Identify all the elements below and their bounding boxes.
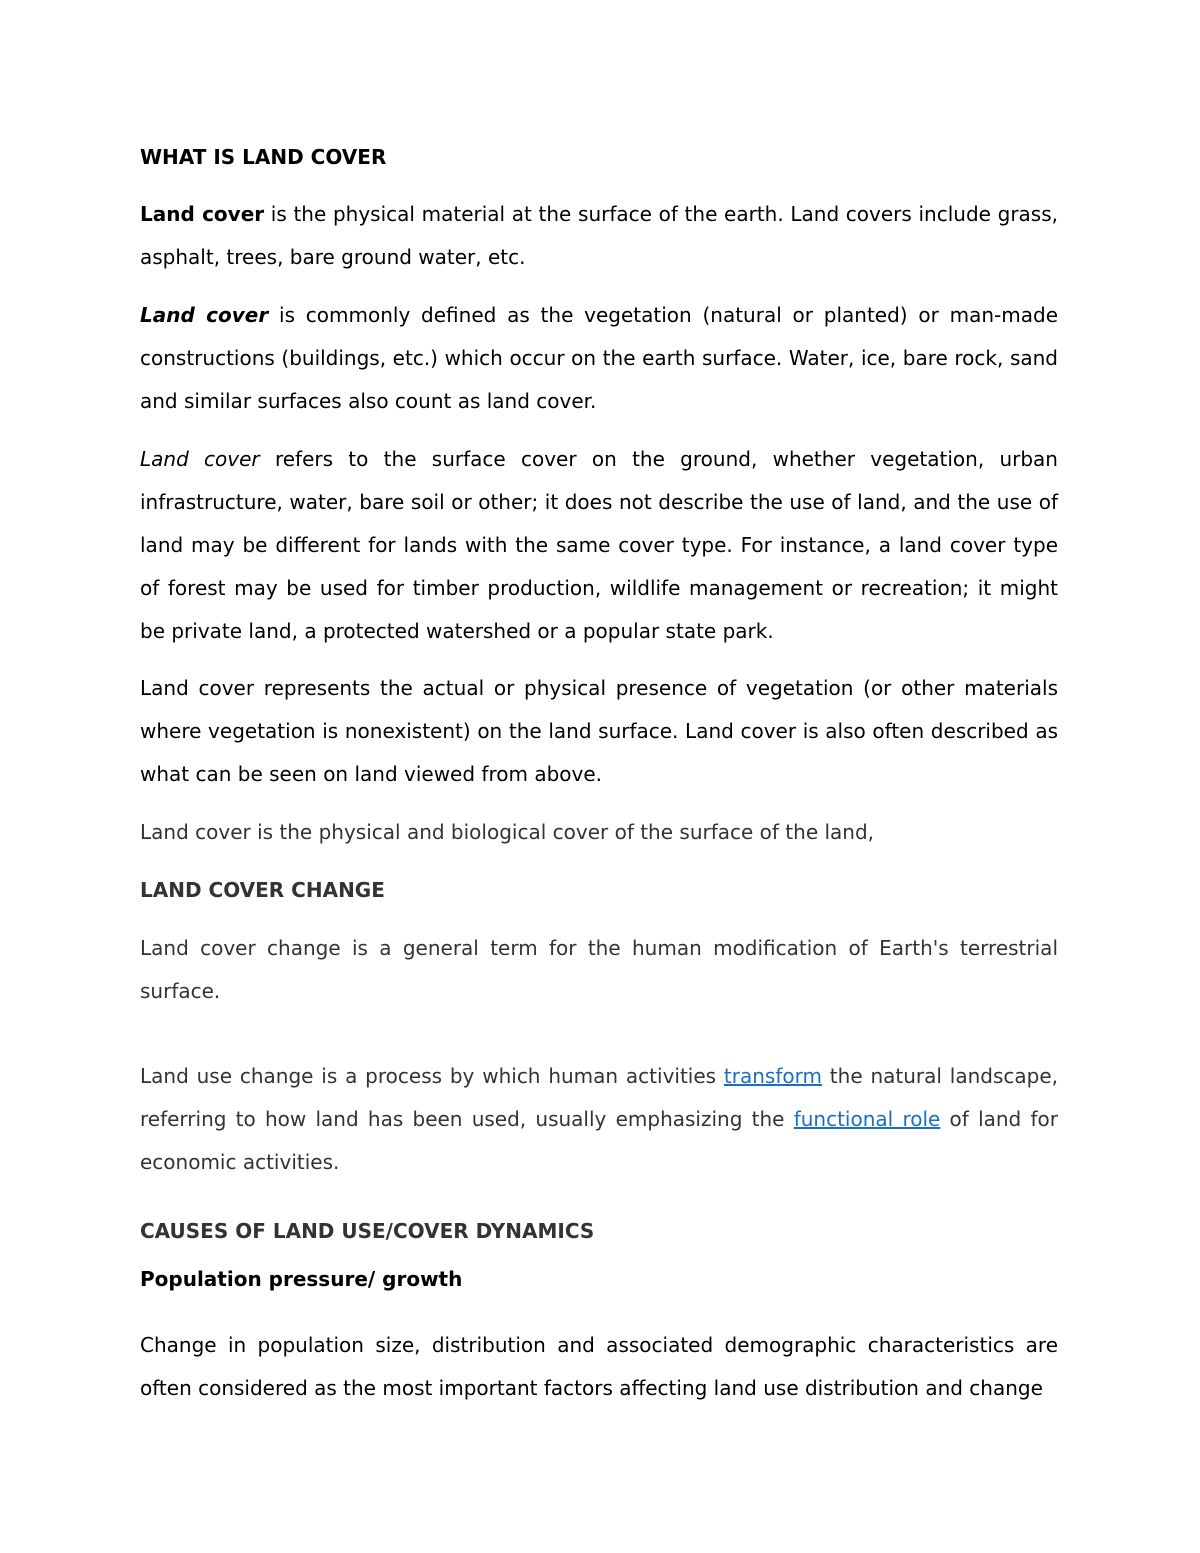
paragraph-7-text-1: Land use change is a process by which human activities xyxy=(140,1064,724,1088)
paragraph-1-text: is the physical material at the surface of the earth. Land covers include grass, asphalt, trees, bare ground water, etc. xyxy=(140,202,1058,269)
section-heading-land-cover-change: LAND COVER CHANGE xyxy=(140,878,385,902)
paragraph-3-text: refers to the surface cover on the ground, whether vegetation, urban infrastructure, water, bare soil or other; it does not describe the use of land, and the use of land may be different for lands with the same cover type. For instance, a land cover type of forest may be used for timber production, wildlife management or recreation; it might be private land, a protected watershed or a popular state park. xyxy=(140,447,1058,643)
paragraph-4: Land cover represents the actual or physical presence of vegetation (or other materials where vegetation is nonexistent) on the land surface. Land cover is also often described as what can be seen on land viewed from above. xyxy=(140,676,1058,786)
section-heading-causes: CAUSES OF LAND USE/COVER DYNAMICS xyxy=(140,1219,595,1243)
paragraph-1 xyxy=(140,193,1058,279)
link-transform[interactable]: transform xyxy=(723,1064,822,1088)
subheading-population: Population pressure/ growth xyxy=(140,1267,463,1291)
paragraph-7-text-3: of land for economic activities. xyxy=(140,1107,1058,1174)
paragraph-8: Change in population size, distribution and associated demographic characteristics are often considered as the most important factors affecting land use distribution and change xyxy=(140,1333,1058,1400)
paragraph-2 xyxy=(140,294,1058,423)
paragraph-7-text-2: the natural landscape, referring to how land has been used, usually emphasizing the xyxy=(140,1064,1058,1131)
term-land-cover: Land cover xyxy=(140,202,265,226)
paragraph-3 xyxy=(140,438,1058,653)
term-land-cover: Land cover xyxy=(140,303,269,327)
link-functional-role[interactable]: functional role xyxy=(793,1107,941,1131)
paragraph-2-text: is commonly defined as the vegetation (natural or planted) or man-made constructions (buildings, etc.) which occur on the earth surface. Water, ice, bare rock, sand and similar surfaces also count as land cover. xyxy=(140,303,1058,413)
paragraph-7 xyxy=(140,1055,1058,1184)
paragraph-6: Land cover change is a general term for the human modification of Earth's terrestrial surface. xyxy=(140,936,1058,1003)
page-title: WHAT IS LAND COVER xyxy=(140,145,387,169)
term-land-cover: Land cover xyxy=(140,447,260,471)
paragraph-5: Land cover is the physical and biological cover of the surface of the land, xyxy=(140,820,875,844)
